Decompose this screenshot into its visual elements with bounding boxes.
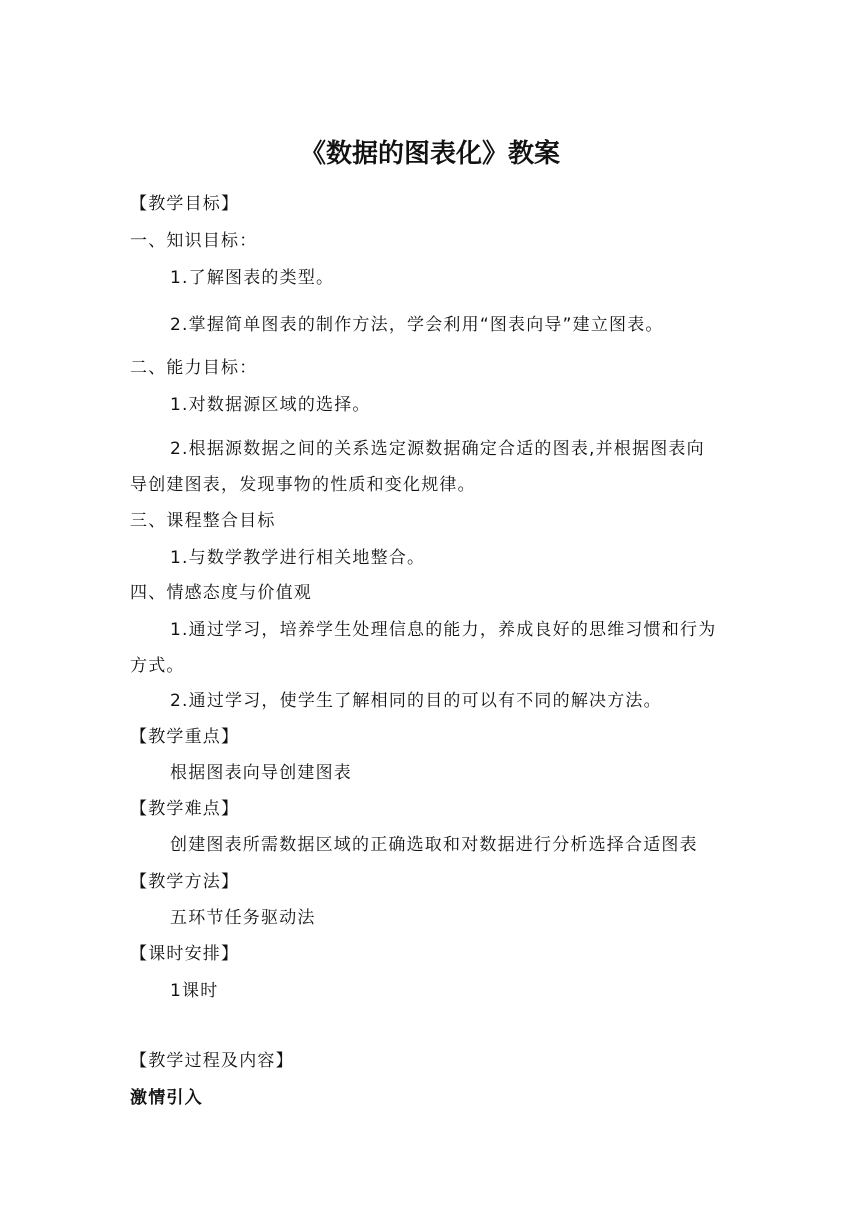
difficulties-text: 创建图表所需数据区域的正确选取和对数据进行分析选择合适图表 xyxy=(170,835,698,855)
integration-heading: 三、课程整合目标 xyxy=(130,511,276,531)
document-title: 《数据的图表化》教案 xyxy=(299,139,560,169)
ability-item-1: 1.对数据源区域的选择。 xyxy=(170,395,371,415)
emotion-item-1-line-2: 方式。 xyxy=(130,656,185,676)
schedule-heading: 【课时安排】 xyxy=(130,944,240,964)
knowledge-heading: 一、知识目标： xyxy=(130,231,258,251)
key-points-text: 根据图表向导创建图表 xyxy=(170,763,352,783)
emotion-item-2: 2.通过学习，使学生了解相同的目的可以有不同的解决方法。 xyxy=(170,691,662,711)
ability-item-2-line-2: 导创建图表，发现事物的性质和变化规律。 xyxy=(130,475,476,495)
ability-item-2-line-1: 2.根据源数据之间的关系选定源数据确定合适的图表,并根据图表向 xyxy=(170,439,705,459)
difficulties-heading: 【教学难点】 xyxy=(130,799,240,819)
process-heading: 【教学过程及内容】 xyxy=(130,1051,294,1071)
intro-heading: 激情引入 xyxy=(130,1088,203,1108)
methods-text: 五环节任务驱动法 xyxy=(170,908,316,928)
integration-item-1: 1.与数学教学进行相关地整合。 xyxy=(170,548,426,568)
key-points-heading: 【教学重点】 xyxy=(130,727,240,747)
schedule-text: 1课时 xyxy=(170,981,219,1001)
emotion-item-1-line-1: 1.通过学习，培养学生处理信息的能力，养成良好的思维习惯和行为 xyxy=(170,620,717,640)
ability-heading: 二、能力目标： xyxy=(130,358,258,378)
emotion-heading: 四、情感态度与价值观 xyxy=(130,583,312,603)
section-heading-objectives: 【教学目标】 xyxy=(130,194,240,214)
knowledge-item-2: 2.掌握简单图表的制作方法，学会利用“图表向导”建立图表。 xyxy=(170,315,664,335)
knowledge-item-1: 1.了解图表的类型。 xyxy=(170,268,335,288)
methods-heading: 【教学方法】 xyxy=(130,872,240,892)
